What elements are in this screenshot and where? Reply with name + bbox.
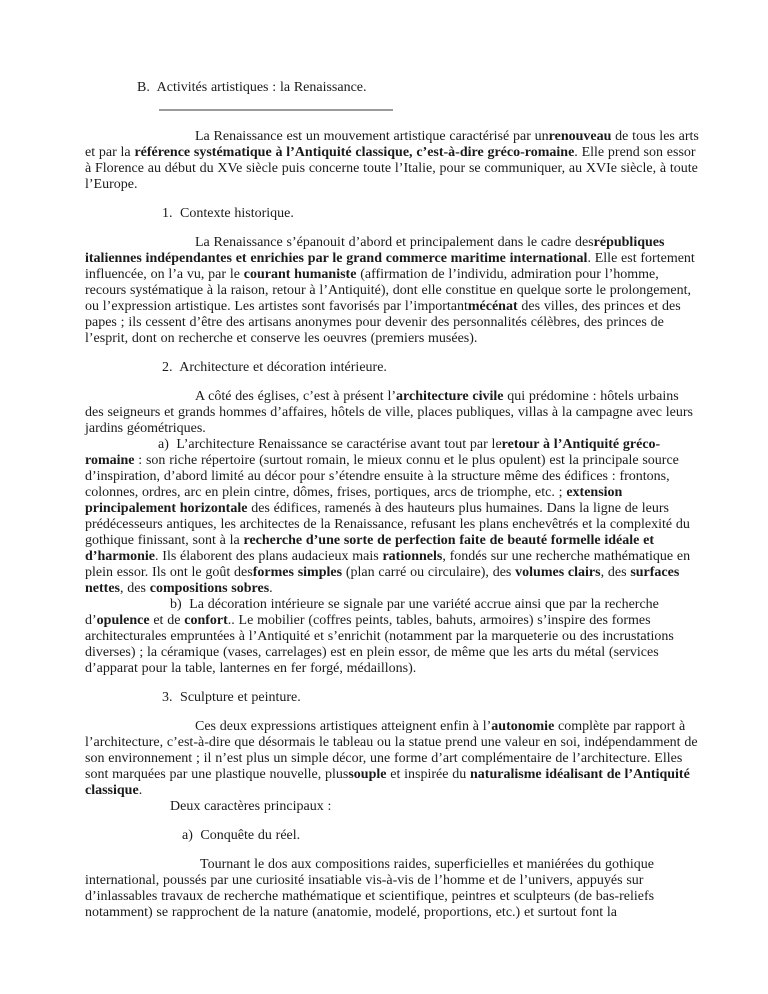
text-run: des villes, des princes et des papes ; ils cessent d’être des artisans anonymes pour devenir des personnalités célèbres, des princes de l’esprit, dont on recherche et conserve les oeuvres (premiers musées). xyxy=(85,299,681,346)
text-run: et de xyxy=(149,613,185,628)
bold-text-run: opulence xyxy=(96,613,150,628)
text-run: .. Le mobilier (coffres peints, tables, bahuts, armoires) s’inspire des formes architecturales empruntées à l’Antiquité et s’enrichit (notamment par la marqueterie ou des incrustations diverses) ; la céramique (vases, carrelages) est en plein essor, de même que les arts du métal (services d’apparat pour la table, lanternes en fer forgé, médaillons). xyxy=(85,613,674,676)
bold-text-run: courant humaniste xyxy=(243,267,357,282)
text-run: . Elle prend son essor à Florence au début du XVe siècle puis concerne toute l’Italie, pour se communiquer, au XVIe siècle, à toute l’Europe. xyxy=(85,145,698,192)
bold-text-run: compositions sobres xyxy=(149,581,270,596)
heading-architecture-decoration xyxy=(85,360,700,376)
bold-text-run: confort xyxy=(184,613,228,628)
bold-text-run: retour à l’Antiquité gréco-romaine xyxy=(85,437,661,468)
text-run: b) La décoration intérieure se signale par une variété accrue ainsi que par la recherche d’ xyxy=(85,597,659,628)
section-title xyxy=(85,80,700,96)
line-deux-caracteres xyxy=(85,799,700,815)
text-run: (plan carré ou circulaire), des xyxy=(342,565,516,580)
bold-text-run: recherche d’une sorte de perfection faite de beauté formelle idéale et d’harmonie xyxy=(85,533,654,564)
bold-text-run: extension principalement horizontale xyxy=(85,485,623,516)
text-run: . xyxy=(138,783,143,798)
text-run: . Ils élaborent des plans audacieux mais xyxy=(155,549,383,564)
bold-text-run: renouveau xyxy=(548,129,612,144)
text-run: La Renaissance est un mouvement artistique caractérisé par un xyxy=(195,129,549,144)
text-run: Ces deux expressions artistiques atteignent enfin à l’ xyxy=(195,719,492,734)
text-run: , fondés sur une recherche mathématique en plein essor. Ils ont le goût des xyxy=(85,549,691,580)
text-run: 2. Architecture et décoration intérieure. xyxy=(162,360,387,375)
text-run: : son riche répertoire (surtout romain, le mieux connu et le plus opulent) est la principale source d’inspiration, d’abord limité au décor pour s’étendre ensuite à la structure même des édifices : frontons, colonnes, ordres, arc en plein cintre, dômes, frises, portiques, arcs de triomphe, etc. ; xyxy=(85,453,679,500)
paragraph-contexte xyxy=(85,235,700,347)
bold-text-run: républiques italiennes indépendantes et enrichies par le grand commerce maritime international xyxy=(85,235,665,266)
document-content xyxy=(85,80,700,921)
text-run: . xyxy=(269,581,273,596)
text-run: complète par rapport à l’architecture, c’est-à-dire que désormais le tableau ou la statue prend une valeur en soi, indépendamment de son environnement ; il n’est plus un simple décor, une forme d’art complémentaire de l’architecture. Elles sont marquées par une plastique nouvelle, plus xyxy=(85,719,698,782)
text-run: B. Activités artistiques : la Renaissance. xyxy=(137,80,367,95)
text-run: , des xyxy=(120,581,150,596)
paragraph-conquete xyxy=(85,857,700,921)
text-run: . Elle est fortement influencée, on l’a vu, par le xyxy=(85,251,695,282)
text-run: , des xyxy=(600,565,631,580)
paragraph-sculpture xyxy=(85,719,700,799)
bold-text-run: formes simples xyxy=(252,565,343,580)
text-run: et inspirée du xyxy=(386,767,471,782)
text-run: de tous les arts et par la xyxy=(85,129,699,160)
paragraph-decoration-b xyxy=(85,597,700,677)
text-run: A côté des églises, c’est à présent l’ xyxy=(195,389,397,404)
bold-text-run: volumes clairs xyxy=(515,565,601,580)
text-run: La Renaissance s’épanouit d’abord et principalement dans le cadre des xyxy=(195,235,594,250)
text-run: a) L’architecture Renaissance se caractérise avant tout par le xyxy=(158,437,502,452)
bold-text-run: référence systématique à l’Antiquité classique, c’est-à-dire gréco-romaine xyxy=(134,145,575,160)
heading-contexte-historique xyxy=(85,206,700,222)
text-run: Deux caractères principaux : xyxy=(170,799,332,814)
intro-paragraph xyxy=(85,129,700,193)
bold-text-run: mécénat xyxy=(467,299,518,314)
bold-text-run: autonomie xyxy=(491,719,555,734)
text-run: Tournant le dos aux compositions raides, superficielles et maniérées du gothique international, poussés par une curiosité insatiable vis-à-vis de l’homme et de l’univers, appuyés sur d’inlassables travaux de recherche mathématique et scientifique, peintres et sculpteurs (de bas-reliefs notamment) se rapprochent de la nature (anatomie, modelé, proportions, etc.) et surtout font la xyxy=(85,857,655,920)
text-run: des édifices, ramenés à des hauteurs plus humaines. Dans la ligne de leurs prédécesseurs antiques, les architectes de la Renaissance, refusant les plans enchevêtrés et la complexité du gothique finissant, sont à la xyxy=(85,501,690,548)
text-run: a) Conquête du réel. xyxy=(182,828,301,843)
bold-text-run: architecture civile xyxy=(396,389,504,404)
heading-sculpture-peinture xyxy=(85,690,700,706)
text-run: qui prédomine : hôtels urbains des seigneurs et grands hommes d’affaires, hôtels de ville, places publiques, villas à la campagne avec leurs jardins géométriques. xyxy=(85,389,693,436)
heading-conquete-du-reel xyxy=(85,828,700,844)
bold-text-run: naturalisme idéalisant de l’Antiquité classique xyxy=(85,767,690,798)
bold-text-run: rationnels xyxy=(382,549,443,564)
bold-text-run: souple xyxy=(348,767,387,782)
bold-text-run: surfaces nettes xyxy=(85,565,680,596)
text-run: (affirmation de l’individu, admiration pour l’homme, recours systématique à la raison, retour à l’Antiquité), dont elle constitue en quelque sorte le prolongement, ou l’expression artistique. Les artistes sont favorisés par l’important xyxy=(85,267,692,314)
text-run: 1. Contexte historique. xyxy=(162,206,294,221)
text-run: 3. Sculpture et peinture. xyxy=(162,690,301,705)
paragraph-architecture-intro xyxy=(85,389,700,437)
paragraph-architecture-a xyxy=(85,437,700,597)
title-underline xyxy=(159,109,393,111)
